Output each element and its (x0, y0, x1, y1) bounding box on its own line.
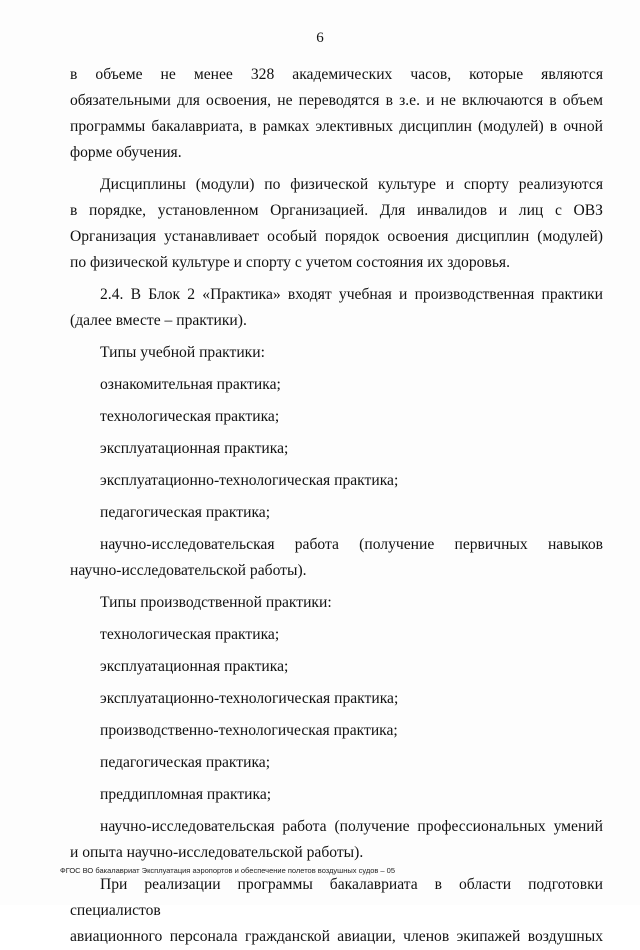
list-item: технологическая практика; (100, 626, 280, 643)
text-line: обязательными для освоения, не переводятся в з.е. и не включаются в объем (70, 92, 603, 109)
list-item: производственно-технологическая практика; (100, 722, 398, 739)
paragraph (70, 62, 603, 166)
list-item (70, 814, 603, 866)
text-line: При реализации программы бакалавриата в области подготовки специалистов (70, 876, 603, 919)
list-item: эксплуатационная практика; (100, 440, 289, 457)
page-body (70, 62, 603, 950)
paragraph (70, 872, 603, 950)
list-item (70, 532, 603, 584)
list-item: педагогическая практика; (100, 504, 271, 521)
text-line: 2.4. В Блок 2 «Практика» входят учебная и производственная практики (100, 286, 603, 303)
page-number: 6 (316, 30, 324, 46)
text-line: форме обучения. (70, 144, 182, 161)
list-item: эксплуатационная практика; (100, 658, 289, 675)
paragraph (70, 172, 603, 276)
text-line: по физической культуре и спорту с учетом состояния их здоровья. (70, 254, 510, 271)
text-line: и опыта научно-исследовательской работы). (70, 844, 364, 861)
text-line: в порядке, установленном Организацией. Для инвалидов и лиц с ОВЗ (70, 202, 603, 219)
text-line: Организация устанавливает особый порядок освоения дисциплин (модулей) (70, 228, 603, 245)
list-item: эксплуатационно-технологическая практика; (100, 690, 399, 707)
text-line: Дисциплины (модули) по физической культуре и спорту реализуются (100, 176, 603, 193)
text-line: в объеме не менее 328 академических часов, которые являются (70, 66, 603, 83)
text-line: (далее вместе – практики). (70, 312, 247, 329)
text-line: авиационного персонала гражданской авиации, членов экипажей воздушных (70, 928, 603, 945)
paragraph (70, 282, 603, 334)
list-heading: Типы производственной практики: (100, 594, 332, 611)
text-line: научно-исследовательской работы). (70, 562, 307, 579)
list-item: ознакомительная практика; (100, 376, 281, 393)
list-item: преддипломная практика; (100, 786, 272, 803)
text-line: программы бакалавриата, в рамках элективных дисциплин (модулей) в очной (70, 118, 603, 135)
text-line: научно-исследовательская работа (получение первичных навыков (100, 536, 603, 553)
list-item: эксплуатационно-технологическая практика; (100, 472, 399, 489)
list-item: педагогическая практика; (100, 754, 271, 771)
text-line: научно-исследовательская работа (получение профессиональных умений (100, 818, 603, 835)
page-footer: ФГОС ВО бакалавриат Эксплуатация аэропортов и обеспечение полетов воздушных судов – 05 (60, 866, 396, 875)
list-item: технологическая практика; (100, 408, 280, 425)
list-heading: Типы учебной практики: (100, 344, 265, 361)
